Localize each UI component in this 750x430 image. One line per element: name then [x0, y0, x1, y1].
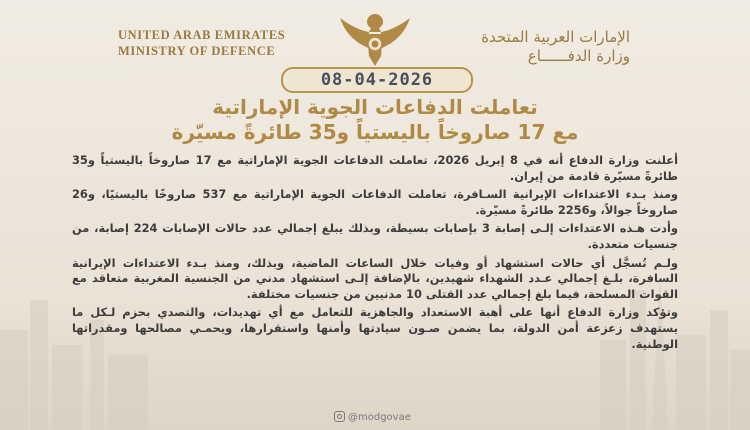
instagram-icon [334, 411, 345, 422]
uae-falcon-emblem-logo [336, 8, 414, 72]
paragraph-1: أعلنت وزارة الدفاع أنه في 8 إبريل 2026، تعاملت الدفاعات الجوية الإماراتية مع 17 صاروخاً باليستياً و35 طائرةً مسيّرة قادمة من إيران. [72, 153, 678, 183]
country-name-english: UNITED ARAB EMIRATES [118, 28, 286, 42]
headline-line-2: مع 17 صاروخاً باليستياً و35 طائرةً مسيّرة [171, 120, 579, 144]
ministry-name-english-line: MINISTRY OF DEFENCE [118, 43, 276, 58]
social-handle[interactable] [334, 410, 411, 426]
paragraph-4: ولـم تُسجَّل أي حالات استشهاد أو وفيات خلال الساعات الماضية، وبذلك، ومنذ بـدء الاعتداءات الإيرانية السافرة، بلـغ إجمالي عـدد الشهداء شهيدين، بالإضافة إلـى استشهاد مدني من الجنسية المغربية متعاقد مع القوات المسلحة، فيما بلغ إجمالي عدد القتلى 10 مدنيين من جنسيات مختلفة. [72, 255, 678, 301]
date-badge: 08-04-2026 [281, 67, 473, 93]
statement-body [72, 153, 678, 355]
country-name-arabic: الإمارات العربية المتحدة [481, 28, 630, 46]
social-handle-text: @modgovae [348, 412, 411, 423]
headline [60, 95, 690, 145]
ministry-name-arabic-line: وزارة الدفــــــاع [527, 46, 630, 65]
paragraph-5: وتؤكد وزارة الدفاع أنها على أهبة الاستعداد والجاهزية للتعامل مع أي تهديدات، والتصدي بحزم لـكل ما يستهدف زعزعة أمن الدولة، بما يضمن صـون سيادتها وأمنها واستقرارها، ويحمـي مصالحها ومقدراتها الوطنية. [72, 305, 678, 351]
ministry-name-arabic [481, 28, 630, 66]
headline-line-1: تعاملت الدفاعات الجوية الإماراتية [212, 95, 538, 119]
paragraph-3: وأدت هـذه الاعتداءات إلـى إصابة 3 بإصابات بسيطة، وبذلك يبلغ إجمالي عدد حالات الإصابات 224 إصابة، من جنسيات متعددة. [72, 221, 678, 251]
ministry-name-english [118, 28, 285, 59]
paragraph-2: ومنذ بـدء الاعتداءات الإيرانية السـافرة، تعاملت الدفاعات الجوية الإماراتية مع 537 صاروخًا باليستيًا، و26 صاروخاً جوالاً، و2256 طائرةً مسيّرة. [72, 187, 678, 217]
